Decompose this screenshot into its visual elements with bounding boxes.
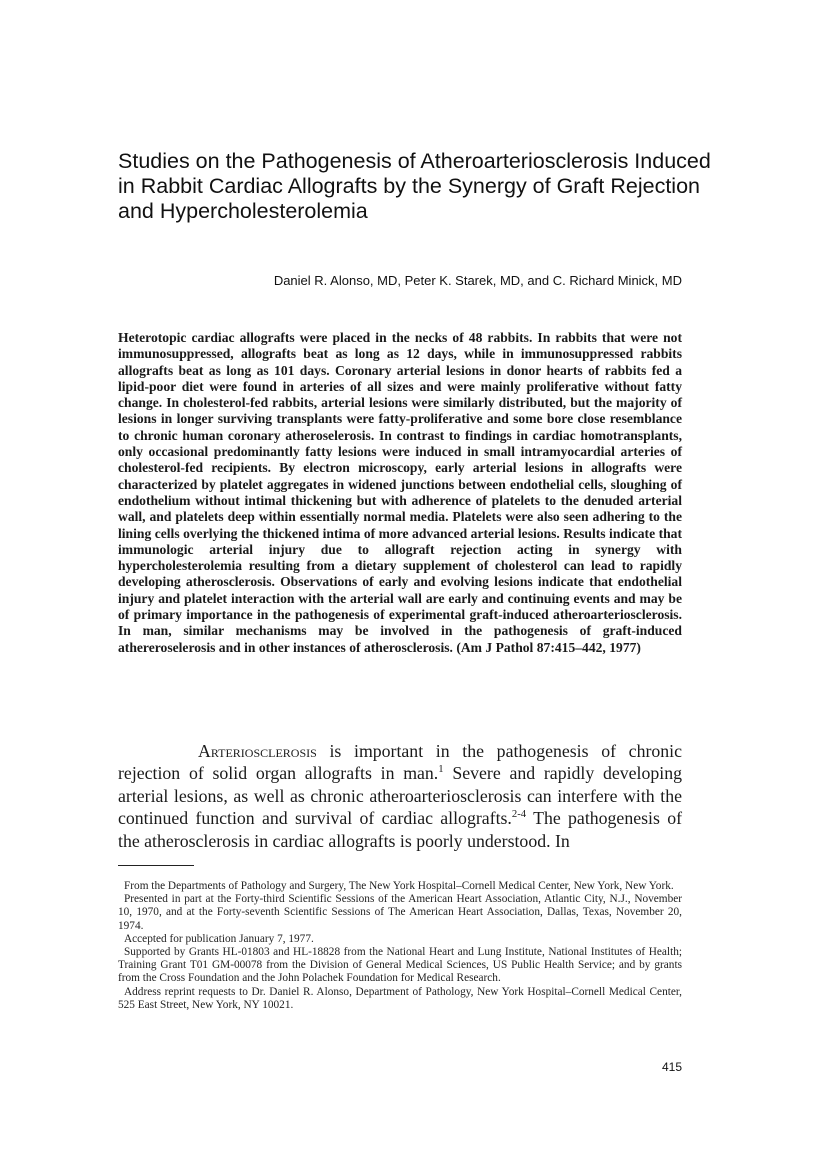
- reference-marker[interactable]: 1: [438, 763, 444, 776]
- intro-text-c: The pathogenesis of the atherosclerosis in cardiac allografts is poorly understood. In: [118, 808, 683, 851]
- footnote-divider: [118, 865, 194, 866]
- page-number: 415: [661, 1060, 682, 1074]
- author-list: Daniel R. Alonso, MD, Peter K. Starek, MD, and C. Richard Minick, MD: [273, 273, 682, 288]
- footnote-accepted: Accepted for publication January 7, 1977.: [124, 932, 314, 945]
- intro-lead-word: Arteriosclerosis: [198, 741, 317, 761]
- footnote-reprints: Address reprint requests to Dr. Daniel R. Alonso, Department of Pathology, New York Hospital–Cornell Medical Center, 525 East Street, New York, NY 10021.: [118, 985, 682, 1011]
- footnotes: [118, 880, 682, 1012]
- intro-text-b: Severe and rapidly developing arterial lesions, as well as chronic atheroarteriosclerosis can interfere with the continued function and survival of cardiac allografts.: [118, 763, 682, 829]
- reference-marker[interactable]: 2-4: [511, 808, 527, 821]
- intro-paragraph: [118, 740, 682, 852]
- article-title: Studies on the Pathogenesis of Atheroarteriosclerosis Induced in Rabbit Cardiac Allografts by the Synergy of Graft Rejection and Hypercholesterolemia: [118, 149, 711, 223]
- footnote-affiliation: From the Departments of Pathology and Surgery, The New York Hospital–Cornell Medical Center, New York, New York.: [124, 880, 674, 892]
- intro-text-a: is important in the pathogenesis of chronic rejection of solid organ allografts in man.: [118, 741, 682, 784]
- footnote-presented: Presented in part at the Forty-third Scientific Sessions of the American Heart Association, Atlantic City, N.J., November 10, 1970, and at the Forty-seventh Scientific Sessions of The American Heart Association, Dallas, Texas, November 20, 1974.: [118, 893, 682, 932]
- footnote-support: Supported by Grants HL-01803 and HL-18828 from the National Heart and Lung Institute, National Institutes of Health; Training Grant T01 GM-00078 from the Division of General Medical Sciences, US Public Health Service; and by grants from the Cross Foundation and the John Polachek Foundation for Medical Research.: [118, 946, 682, 985]
- abstract: Heterotopic cardiac allografts were placed in the necks of 48 rabbits. In rabbits that were not immunosuppressed, allografts beat as long as 12 days, while in immunosuppressed rabbits allografts beat as long as 101 days. Coronary arterial lesions in donor hearts of rabbits fed a lipid-poor diet were found in arteries of all sizes and were mainly proliferative without fatty change. In cholesterol-fed rabbits, arterial lesions were similarly distributed, but the majority of lesions in longer surviving transplants were fatty-proliferative and some bore close resemblance to chronic human coronary atheroselerosis. In contrast to findings in cardiac homotransplants, only occasional predominantly fatty lesions were induced in small intramyocardial arteries of cholesterol-fed recipients. By electron microscopy, early arterial lesions in allografts were characterized by platelet aggregates in widened junctions between endothelial cells, sloughing of endothelium without intimal thickening but with adherence of platelets to the denuded arterial wall, and platelets deep within essentially normal media. Platelets were also seen adhering to the lining cells overlying the thickened intima of more advanced arterial lesions. Results indicate that immunologic arterial injury due to allograft rejection acting in synergy with hypercholesterolemia resulting from a dietary supplement of cholesterol can lead to rapidly developing atherosclerosis. Observations of early and evolving lesions indicate that endothelial injury and platelet interaction with the arterial wall are early and continuing events and may be of primary importance in the pathogenesis of experimental graft-induced atheroarteriosclerosis. In man, similar mechanisms may be involved in the pathogenesis of graft-induced athereroselerosis and in other instances of atherosclerosis. (Am J Pathol 87:415–442, 1977): [118, 330, 682, 655]
